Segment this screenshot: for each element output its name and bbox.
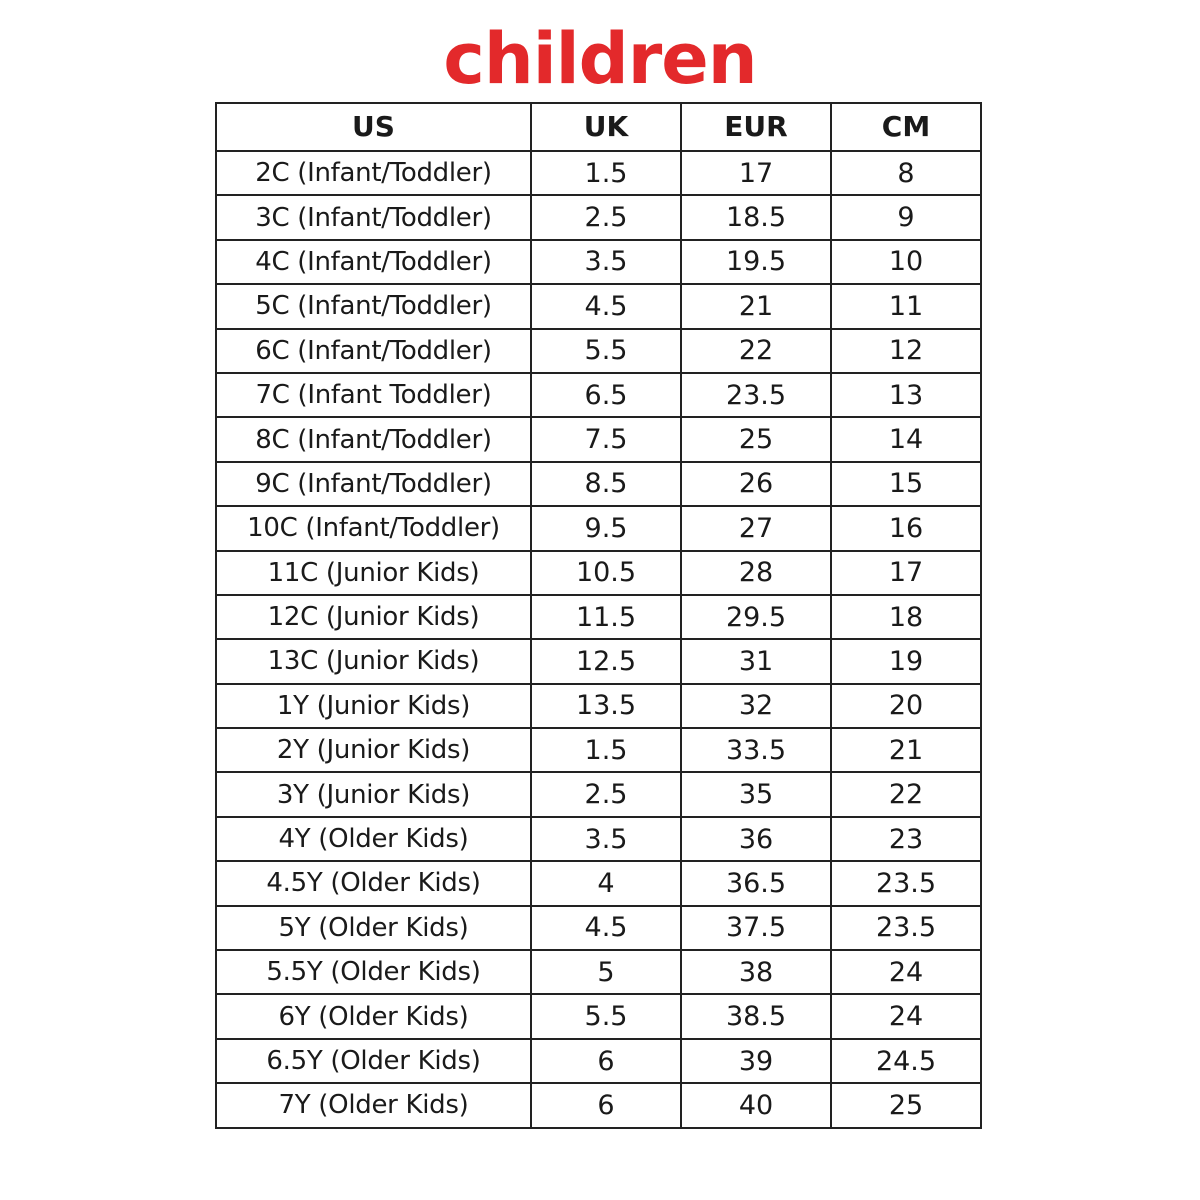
- table-row: [216, 284, 981, 328]
- eur-size-cell: 33.5: [681, 728, 831, 772]
- uk-size-cell: 1.5: [531, 151, 681, 195]
- uk-size-cell: 1.5: [531, 728, 681, 772]
- us-size-cell: 2Y (Junior Kids): [216, 728, 531, 772]
- eur-size-cell: 17: [681, 151, 831, 195]
- us-size-cell: 9C (Infant/Toddler): [216, 462, 531, 506]
- cm-size-cell: 17: [831, 551, 981, 595]
- cm-size-cell: 22: [831, 772, 981, 816]
- cm-size-cell: 9: [831, 195, 981, 239]
- cm-size-cell: 10: [831, 240, 981, 284]
- uk-size-cell: 4.5: [531, 906, 681, 950]
- uk-size-cell: 2.5: [531, 195, 681, 239]
- cm-size-cell: 11: [831, 284, 981, 328]
- cm-size-cell: 16: [831, 506, 981, 550]
- table-row: [216, 861, 981, 905]
- us-size-cell: 4C (Infant/Toddler): [216, 240, 531, 284]
- table-row: [216, 950, 981, 994]
- uk-size-cell: 5.5: [531, 994, 681, 1038]
- us-size-cell: 13C (Junior Kids): [216, 639, 531, 683]
- us-size-cell: 5Y (Older Kids): [216, 906, 531, 950]
- us-size-cell: 12C (Junior Kids): [216, 595, 531, 639]
- cm-size-cell: 21: [831, 728, 981, 772]
- uk-size-cell: 13.5: [531, 684, 681, 728]
- uk-size-cell: 3.5: [531, 817, 681, 861]
- table-body: [216, 151, 981, 1128]
- us-size-cell: 2C (Infant/Toddler): [216, 151, 531, 195]
- eur-size-cell: 38: [681, 950, 831, 994]
- cm-size-cell: 23: [831, 817, 981, 861]
- uk-size-cell: 6: [531, 1039, 681, 1083]
- eur-size-cell: 32: [681, 684, 831, 728]
- us-size-cell: 4Y (Older Kids): [216, 817, 531, 861]
- eur-size-cell: 25: [681, 417, 831, 461]
- eur-size-cell: 21: [681, 284, 831, 328]
- table-row: [216, 551, 981, 595]
- table-row: [216, 994, 981, 1038]
- table-row: [216, 462, 981, 506]
- eur-size-cell: 28: [681, 551, 831, 595]
- us-size-cell: 1Y (Junior Kids): [216, 684, 531, 728]
- uk-size-cell: 9.5: [531, 506, 681, 550]
- cm-size-cell: 24: [831, 950, 981, 994]
- cm-size-cell: 23.5: [831, 861, 981, 905]
- uk-size-cell: 8.5: [531, 462, 681, 506]
- uk-size-cell: 6.5: [531, 373, 681, 417]
- us-size-cell: 3Y (Junior Kids): [216, 772, 531, 816]
- eur-size-cell: 29.5: [681, 595, 831, 639]
- cm-size-cell: 24.5: [831, 1039, 981, 1083]
- eur-size-cell: 35: [681, 772, 831, 816]
- us-size-cell: 5.5Y (Older Kids): [216, 950, 531, 994]
- header-cm: CM: [831, 103, 981, 151]
- eur-size-cell: 38.5: [681, 994, 831, 1038]
- size-chart-table: [215, 102, 982, 1129]
- eur-size-cell: 26: [681, 462, 831, 506]
- table-row: [216, 506, 981, 550]
- us-size-cell: 5C (Infant/Toddler): [216, 284, 531, 328]
- cm-size-cell: 19: [831, 639, 981, 683]
- us-size-cell: 6C (Infant/Toddler): [216, 329, 531, 373]
- us-size-cell: 11C (Junior Kids): [216, 551, 531, 595]
- header-eur: EUR: [681, 103, 831, 151]
- uk-size-cell: 4.5: [531, 284, 681, 328]
- eur-size-cell: 40: [681, 1083, 831, 1127]
- eur-size-cell: 18.5: [681, 195, 831, 239]
- eur-size-cell: 23.5: [681, 373, 831, 417]
- header-uk: UK: [531, 103, 681, 151]
- cm-size-cell: 24: [831, 994, 981, 1038]
- table-row: [216, 1039, 981, 1083]
- eur-size-cell: 19.5: [681, 240, 831, 284]
- table-row: [216, 240, 981, 284]
- eur-size-cell: 31: [681, 639, 831, 683]
- eur-size-cell: 36: [681, 817, 831, 861]
- uk-size-cell: 10.5: [531, 551, 681, 595]
- uk-size-cell: 12.5: [531, 639, 681, 683]
- us-size-cell: 6Y (Older Kids): [216, 994, 531, 1038]
- table-row: [216, 817, 981, 861]
- eur-size-cell: 39: [681, 1039, 831, 1083]
- us-size-cell: 4.5Y (Older Kids): [216, 861, 531, 905]
- table-header-row: [216, 103, 981, 151]
- us-size-cell: 7C (Infant Toddler): [216, 373, 531, 417]
- eur-size-cell: 37.5: [681, 906, 831, 950]
- us-size-cell: 10C (Infant/Toddler): [216, 506, 531, 550]
- table-row: [216, 417, 981, 461]
- us-size-cell: 3C (Infant/Toddler): [216, 195, 531, 239]
- uk-size-cell: 11.5: [531, 595, 681, 639]
- table-row: [216, 728, 981, 772]
- table-row: [216, 772, 981, 816]
- table-row: [216, 906, 981, 950]
- table-row: [216, 684, 981, 728]
- cm-size-cell: 20: [831, 684, 981, 728]
- cm-size-cell: 8: [831, 151, 981, 195]
- us-size-cell: 7Y (Older Kids): [216, 1083, 531, 1127]
- table-row: [216, 151, 981, 195]
- cm-size-cell: 14: [831, 417, 981, 461]
- cm-size-cell: 18: [831, 595, 981, 639]
- uk-size-cell: 4: [531, 861, 681, 905]
- us-size-cell: 8C (Infant/Toddler): [216, 417, 531, 461]
- us-size-cell: 6.5Y (Older Kids): [216, 1039, 531, 1083]
- uk-size-cell: 3.5: [531, 240, 681, 284]
- eur-size-cell: 27: [681, 506, 831, 550]
- table-row: [216, 373, 981, 417]
- uk-size-cell: 5.5: [531, 329, 681, 373]
- cm-size-cell: 13: [831, 373, 981, 417]
- cm-size-cell: 23.5: [831, 906, 981, 950]
- table-row: [216, 639, 981, 683]
- table-row: [216, 329, 981, 373]
- uk-size-cell: 7.5: [531, 417, 681, 461]
- table-row: [216, 595, 981, 639]
- eur-size-cell: 22: [681, 329, 831, 373]
- table-row: [216, 195, 981, 239]
- uk-size-cell: 6: [531, 1083, 681, 1127]
- uk-size-cell: 5: [531, 950, 681, 994]
- header-us: US: [216, 103, 531, 151]
- eur-size-cell: 36.5: [681, 861, 831, 905]
- table-row: [216, 1083, 981, 1127]
- cm-size-cell: 12: [831, 329, 981, 373]
- page-title: children: [443, 18, 757, 100]
- cm-size-cell: 15: [831, 462, 981, 506]
- uk-size-cell: 2.5: [531, 772, 681, 816]
- cm-size-cell: 25: [831, 1083, 981, 1127]
